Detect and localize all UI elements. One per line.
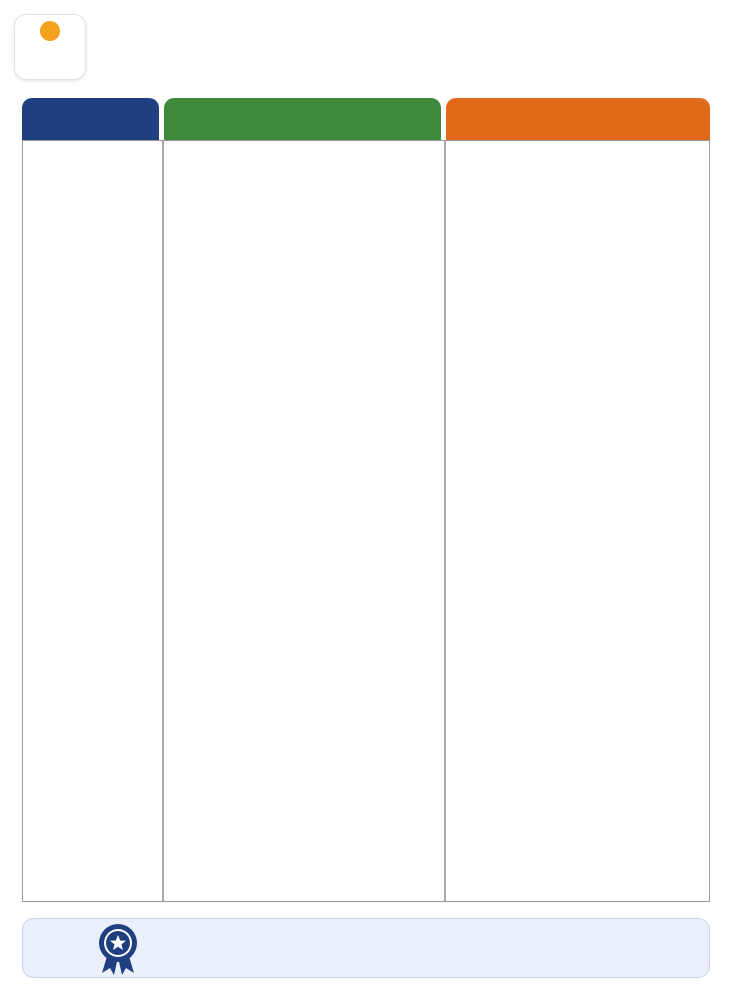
total-summary: [22, 918, 710, 978]
dainik-bhaskar-logo: [14, 14, 86, 80]
header-player: [164, 98, 441, 140]
column-divider: [162, 141, 164, 901]
sun-icon: [40, 21, 60, 41]
column-divider: [444, 141, 446, 901]
medal-table: [22, 140, 710, 902]
header-event: [446, 98, 710, 140]
page-title: [100, 18, 720, 88]
medal-badge-icon: [95, 923, 141, 975]
header-medal: [22, 98, 159, 140]
